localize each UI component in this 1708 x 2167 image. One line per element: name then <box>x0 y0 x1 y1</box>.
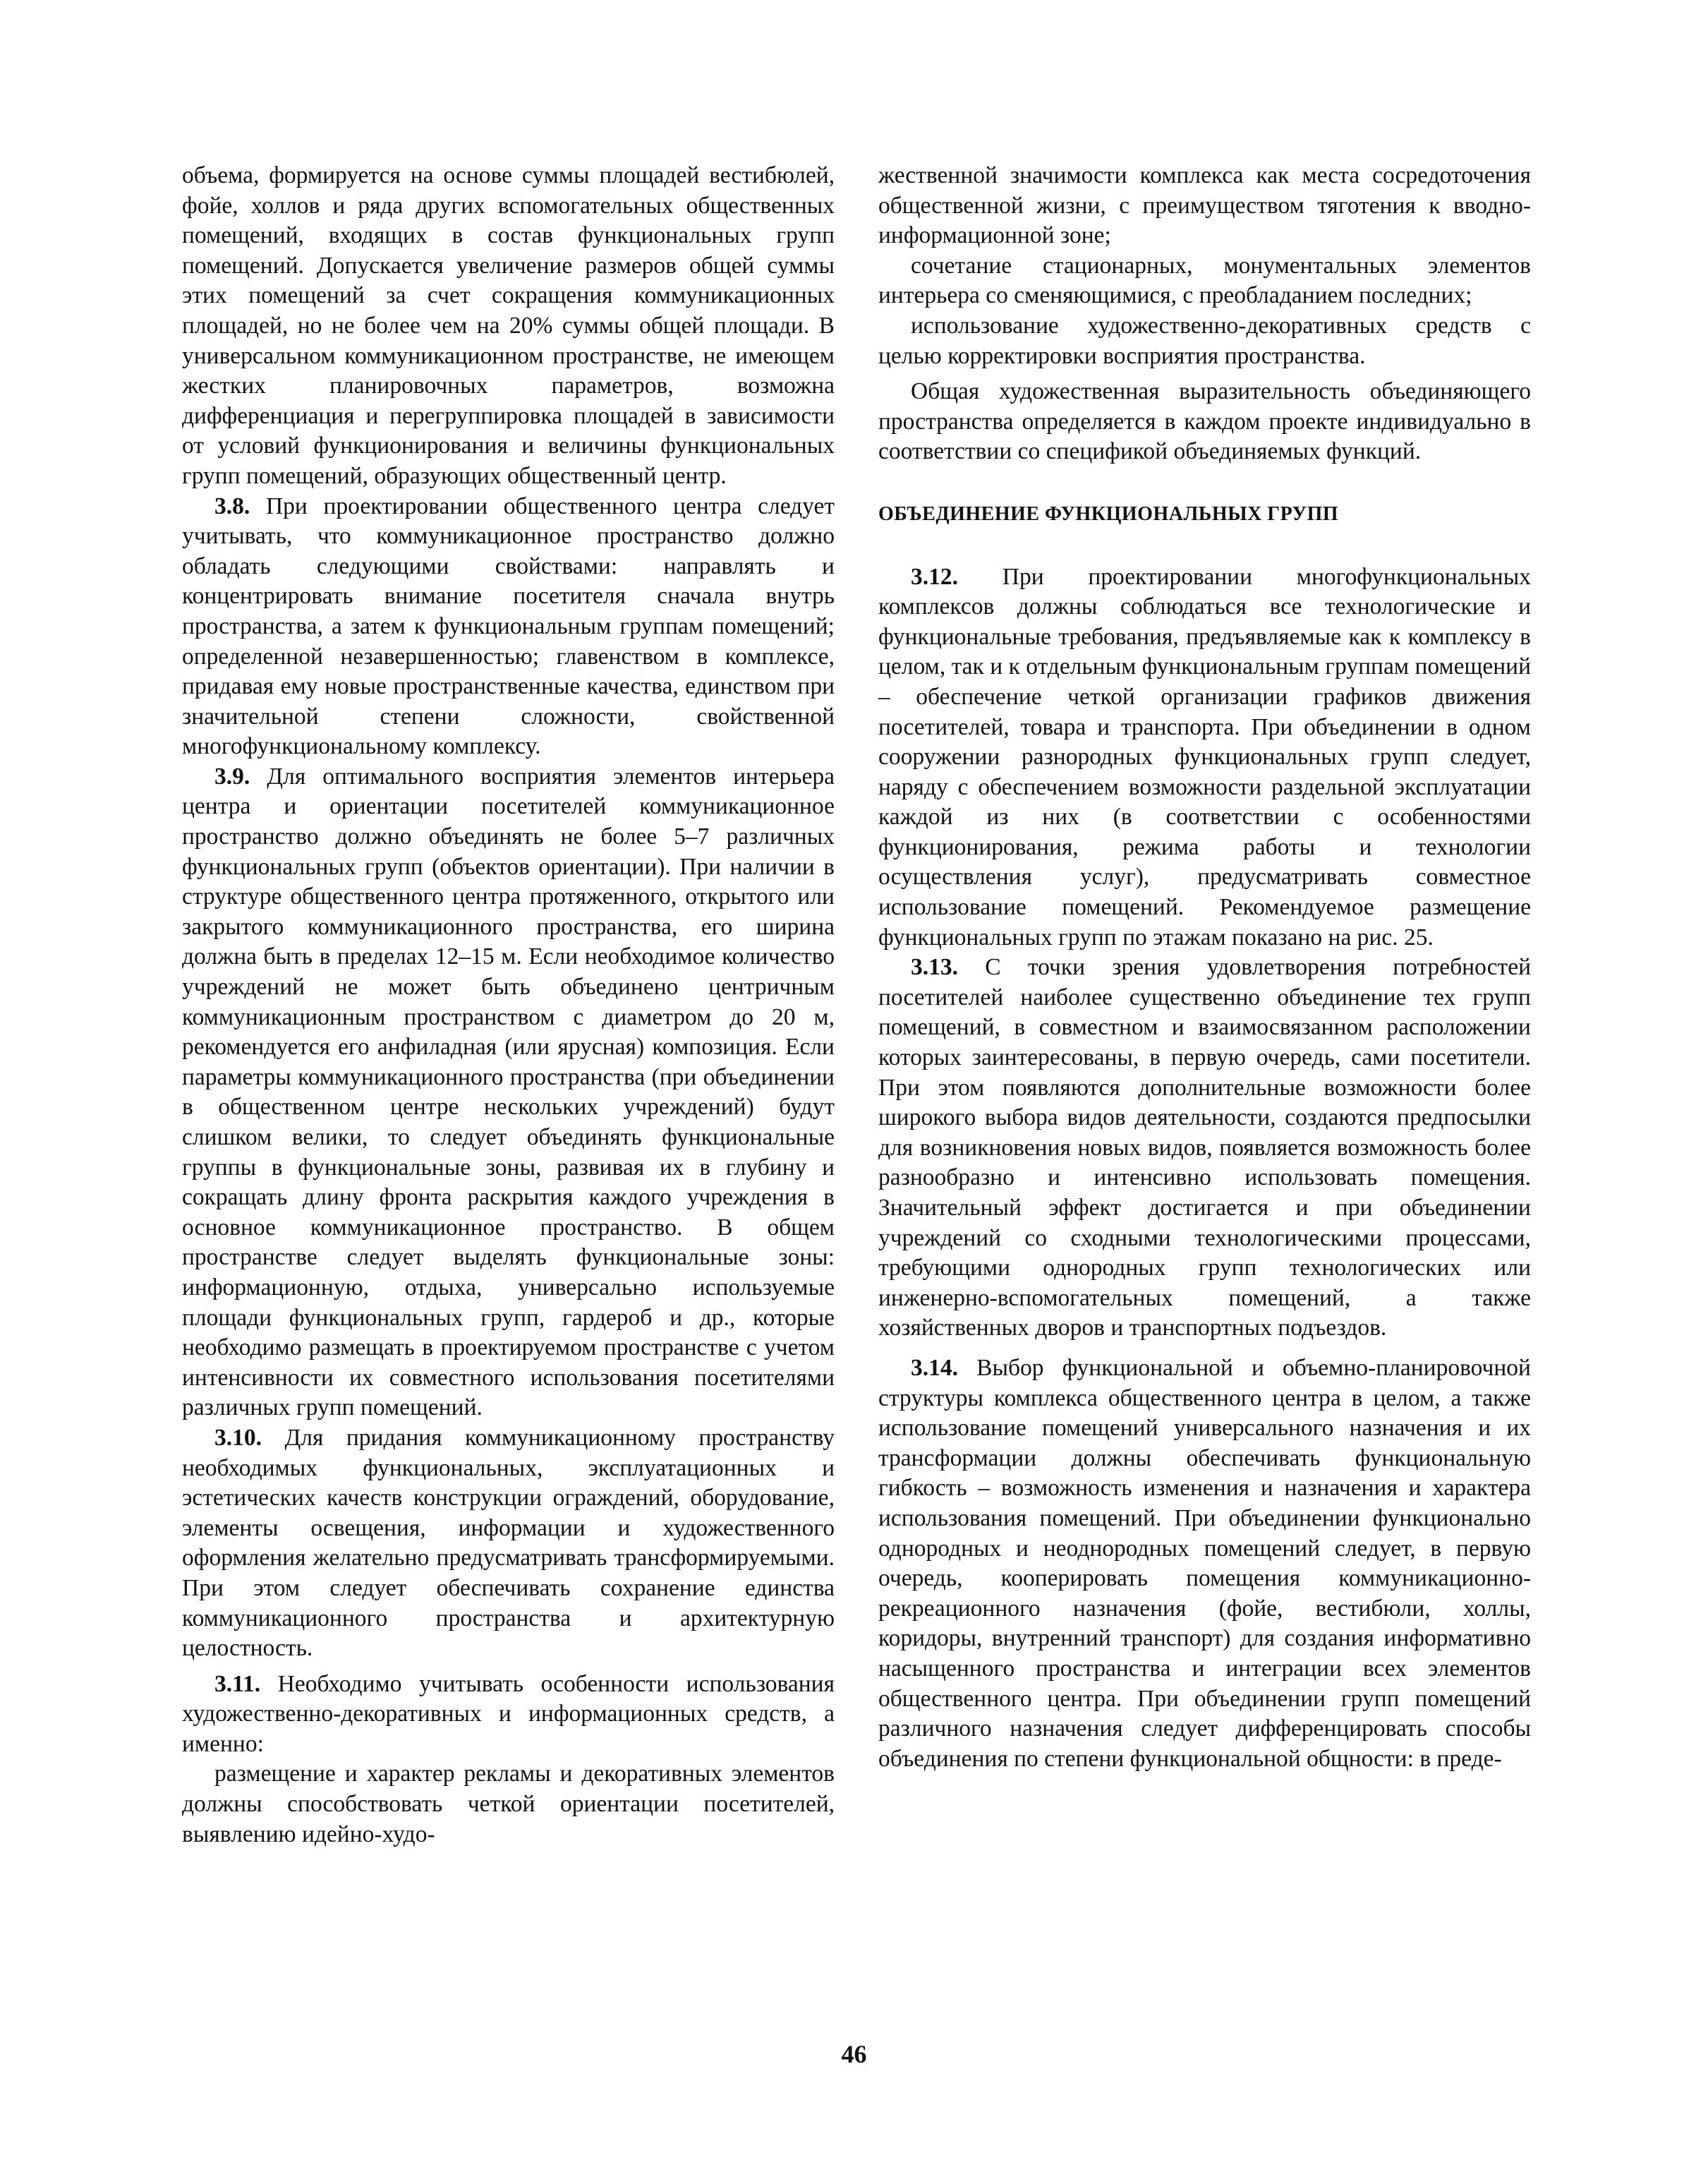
paragraph-3-9 <box>182 762 835 1423</box>
list-item: размещение и характер рекламы и декоративных элементов должны способствовать четкой ориентации посетителей, выявлению идейно-худо- <box>182 1761 835 1847</box>
paragraph-continued: объема, формируется на основе суммы площадей вестибюлей, фойе, холлов и ряда других вспомогательных общественных помещений, входящих в состав функциональных групп помещений. Допускается увеличение размеров общей суммы этих помещений за счет сокращения коммуникационных площадей, но не более чем на 20% суммы общей площади. В универсальном коммуникационном пространстве, не имеющем жестких планировочных параметров, возможна дифференциация и перегруппировка площадей в зависимости от условий функционирования и величины функциональных групп помещений, образующих общественный центр. <box>182 162 835 489</box>
paragraph-3-11 <box>182 1670 835 1760</box>
clause-number: 3.14. <box>911 1354 958 1381</box>
paragraph-3-13 <box>878 953 1531 1344</box>
left-column <box>182 161 835 1849</box>
right-column <box>878 161 1531 1774</box>
list-item: использование художественно-декоративных средств с целью корректировки восприятия пространства. <box>878 312 1531 369</box>
paragraph-text: Выбор функциональной и объемно-планировочной структуры комплекса общественного центра в целом, а также использование помещений универсального назначения и их трансформации должны обеспечивать функциональную гибкость – возможность изменения и назначения и характера использования помещений. При объединении функционально однородных и неоднородных помещений следует, в первую очередь, кооперировать помещения коммуникационно-рекреационного назначения (фойе, вестибюли, холлы, коридоры, внутренний транспорт) для создания информативно насыщенного пространства и интеграции всех элементов общественного центра. При объединении групп помещений различного назначения следует дифференцировать способы объединения по степени функциональной общности: в преде- <box>878 1354 1531 1772</box>
section-heading: ОБЪЕДИНЕНИЕ ФУНКЦИОНАЛЬНЫХ ГРУПП <box>878 502 1339 525</box>
paragraph-summary: Общая художественная выразительность объединяющего пространства определяется в каждом проекте индивидуально в соответствии со спецификой объединяемых функций. <box>878 378 1531 465</box>
paragraph-3-10 <box>182 1423 835 1664</box>
paragraph-3-8 <box>182 492 835 762</box>
paragraph-text: Необходимо учитывать особенности использования художественно-декоративных и информационных средств, а именно: <box>182 1670 835 1757</box>
paragraph-3-12 <box>878 562 1531 953</box>
paragraph-text: С точки зрения удовлетворения потребностей посетителей наиболее существенно объединение тех групп помещений, в совместном и взаимосвязанном расположении которых заинтересованы, в первую очередь, сами посетители. При этом появляются дополнительные возможности более широкого выбора видов деятельности, создаются предпосылки для возникновения новых видов, появляется возможность более разнообразно и интенсивно использовать помещения. Значительный эффект достигается и при объединении учреждений со сходными технологическими процессами, требующими однородных групп технологических или инженерно-вспомогательных помещений, а также хозяйственных дворов и транспортных подъездов. <box>878 954 1531 1341</box>
list-item: сочетание стационарных, монументальных элементов интерьера со сменяющимися, с преобладанием последних; <box>878 252 1531 309</box>
clause-number: 3.10. <box>214 1424 262 1451</box>
clause-number: 3.13. <box>911 954 958 981</box>
paragraph-3-14 <box>878 1353 1531 1774</box>
clause-number: 3.11. <box>214 1670 261 1697</box>
page-number: 46 <box>841 2040 867 2068</box>
clause-number: 3.8. <box>214 493 250 519</box>
clause-number: 3.12. <box>911 563 958 590</box>
paragraph-text: При проектировании общественного центра следует учитывать, что коммуникационное пространство должно обладать следующими свойствами: направлять и концентрировать внимание посетителя сначала внутрь пространства, а затем к функциональным группам помещений; определенной незавершенностью; главенством в комплексе, придавая ему новые пространственные качества, единством при значительной степени сложности, свойственной многофункциональному комплексу. <box>182 493 835 760</box>
paragraph-text: При проектировании многофункциональных комплексов должны соблюдаться все технологические и функциональные требования, предъявляемые как к комплексу в целом, так и к отдельным функциональным группам помещений – обеспечение четкой организации графиков движения посетителей, товара и транспорта. При объединении в одном сооружении разнородных функциональных групп следует, наряду с обеспечением возможности раздельной эксплуатации каждой из них (в соответствии с особенностями функционирования, режима работы и технологии осуществления услуг), предусматривать совместное использование помещений. Рекомендуемое размещение функциональных групп по этажам показано на рис. 25. <box>878 563 1531 950</box>
paragraph-text: Для придания коммуникационному пространству необходимых функциональных, эксплуатационных и эстетических качеств конструкции ограждений, оборудование, элементы освещения, информации и художественного оформления желательно предусматривать трансформируемыми. При этом следует обеспечивать сохранение единства коммуникационного пространства и архитектурную целостность. <box>182 1424 835 1662</box>
clause-number: 3.9. <box>214 763 250 790</box>
paragraph-continued: жественной значимости комплекса как места сосредоточения общественной жизни, с преимуществом тяготения к вводно-информационной зоне; <box>878 162 1531 249</box>
paragraph-text: Для оптимального восприятия элементов интерьера центра и ориентации посетителей коммуникационное пространство должно объединять не более 5–7 различных функциональных групп (объектов ориентации). При наличии в структуре общественного центра протяженного, открытого или закрытого коммуникационного пространства, его ширина должна быть в пределах 12–15 м. Если необходимое количество учреждений не может быть объединено центричным коммуникационным пространством с диаметром до 20 м, рекомендуется его анфиладная (или ярусная) композиция. Если параметры коммуникационного пространства (при объединении в общественном центре нескольких учреждений) будут слишком велики, то следует объединять функциональные группы в функциональные зоны, развивая их в глубину и сокращать длину фронта раскрытия каждого учреждения в основное коммуникационное пространство. В общем пространстве следует выделять функциональные зоны: информационную, отдыха, универсально используемые площади функциональных групп, гардероб и др., которые необходимо размещать в проектируемом пространстве с учетом интенсивности их совместного использования посетителями различных групп помещений. <box>182 763 835 1421</box>
